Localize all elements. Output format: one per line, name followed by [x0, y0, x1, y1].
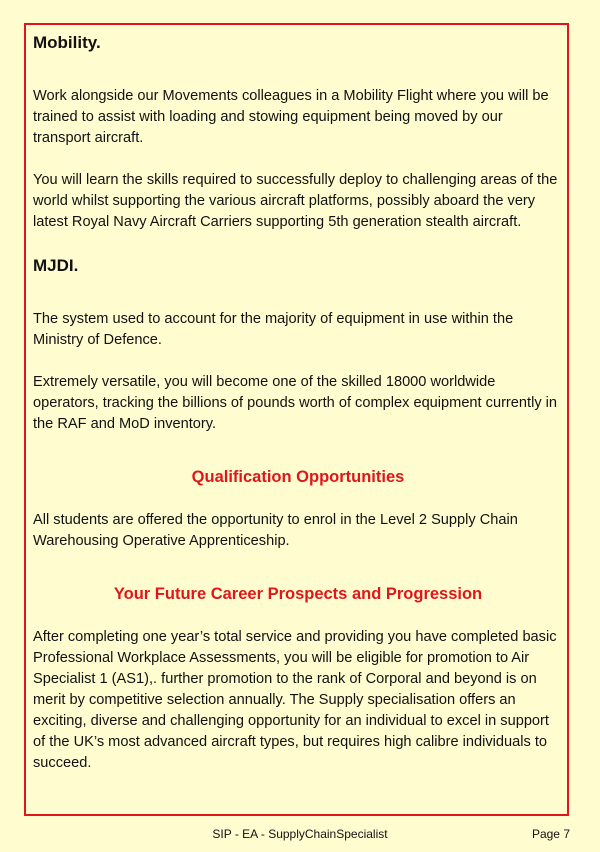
mobility-paragraph-1: Work alongside our Movements colleagues in a Mobility Flight where you will be trained to assist with loading and stowing equipment being moved by our transport aircraft.: [33, 88, 549, 146]
mjdi-paragraph-1: The system used to account for the majority of equipment in use within the Ministry of Defence.: [33, 311, 514, 348]
career-paragraph: After completing one year’s total service and providing you have completed basic Professional Workplace Assessments, you will be eligible for promotion to Air Specialist 1 (AS1),. further promotion to the rank of Corporal and beyond is on merit by competitive selection annually. The Supply specialisation offers an exciting, diverse and challenging opportunity for an individual to excel in support of the UK’s most advanced aircraft types, but requires high calibre individuals to succeed.: [33, 629, 557, 771]
page-number: Page 7: [531, 827, 570, 841]
page-footer: [0, 825, 600, 845]
qualification-title: Qualification Opportunities: [191, 468, 405, 486]
career-title: Your Future Career Prospects and Progression: [113, 585, 483, 603]
footer-reference: SIP - EA - SupplyChainSpecialist: [212, 827, 388, 841]
mjdi-paragraph-2: Extremely versatile, you will become one of the skilled 18000 worldwide operators, tracking the billions of pounds worth of complex equipment currently in the RAF and MoD inventory.: [33, 374, 558, 432]
page-content: [33, 31, 563, 774]
mobility-heading: Mobility.: [33, 33, 101, 52]
qualification-paragraph: All students are offered the opportunity to enrol in the Level 2 Supply Chain Warehousing Operative Apprenticeship.: [33, 512, 518, 549]
mobility-paragraph-2: You will learn the skills required to successfully deploy to challenging areas of the world whilst supporting the various aircraft platforms, possibly aboard the very latest Royal Navy Aircraft Carriers supporting 5th generation stealth aircraft.: [33, 172, 558, 230]
mjdi-heading: MJDI.: [33, 256, 79, 275]
